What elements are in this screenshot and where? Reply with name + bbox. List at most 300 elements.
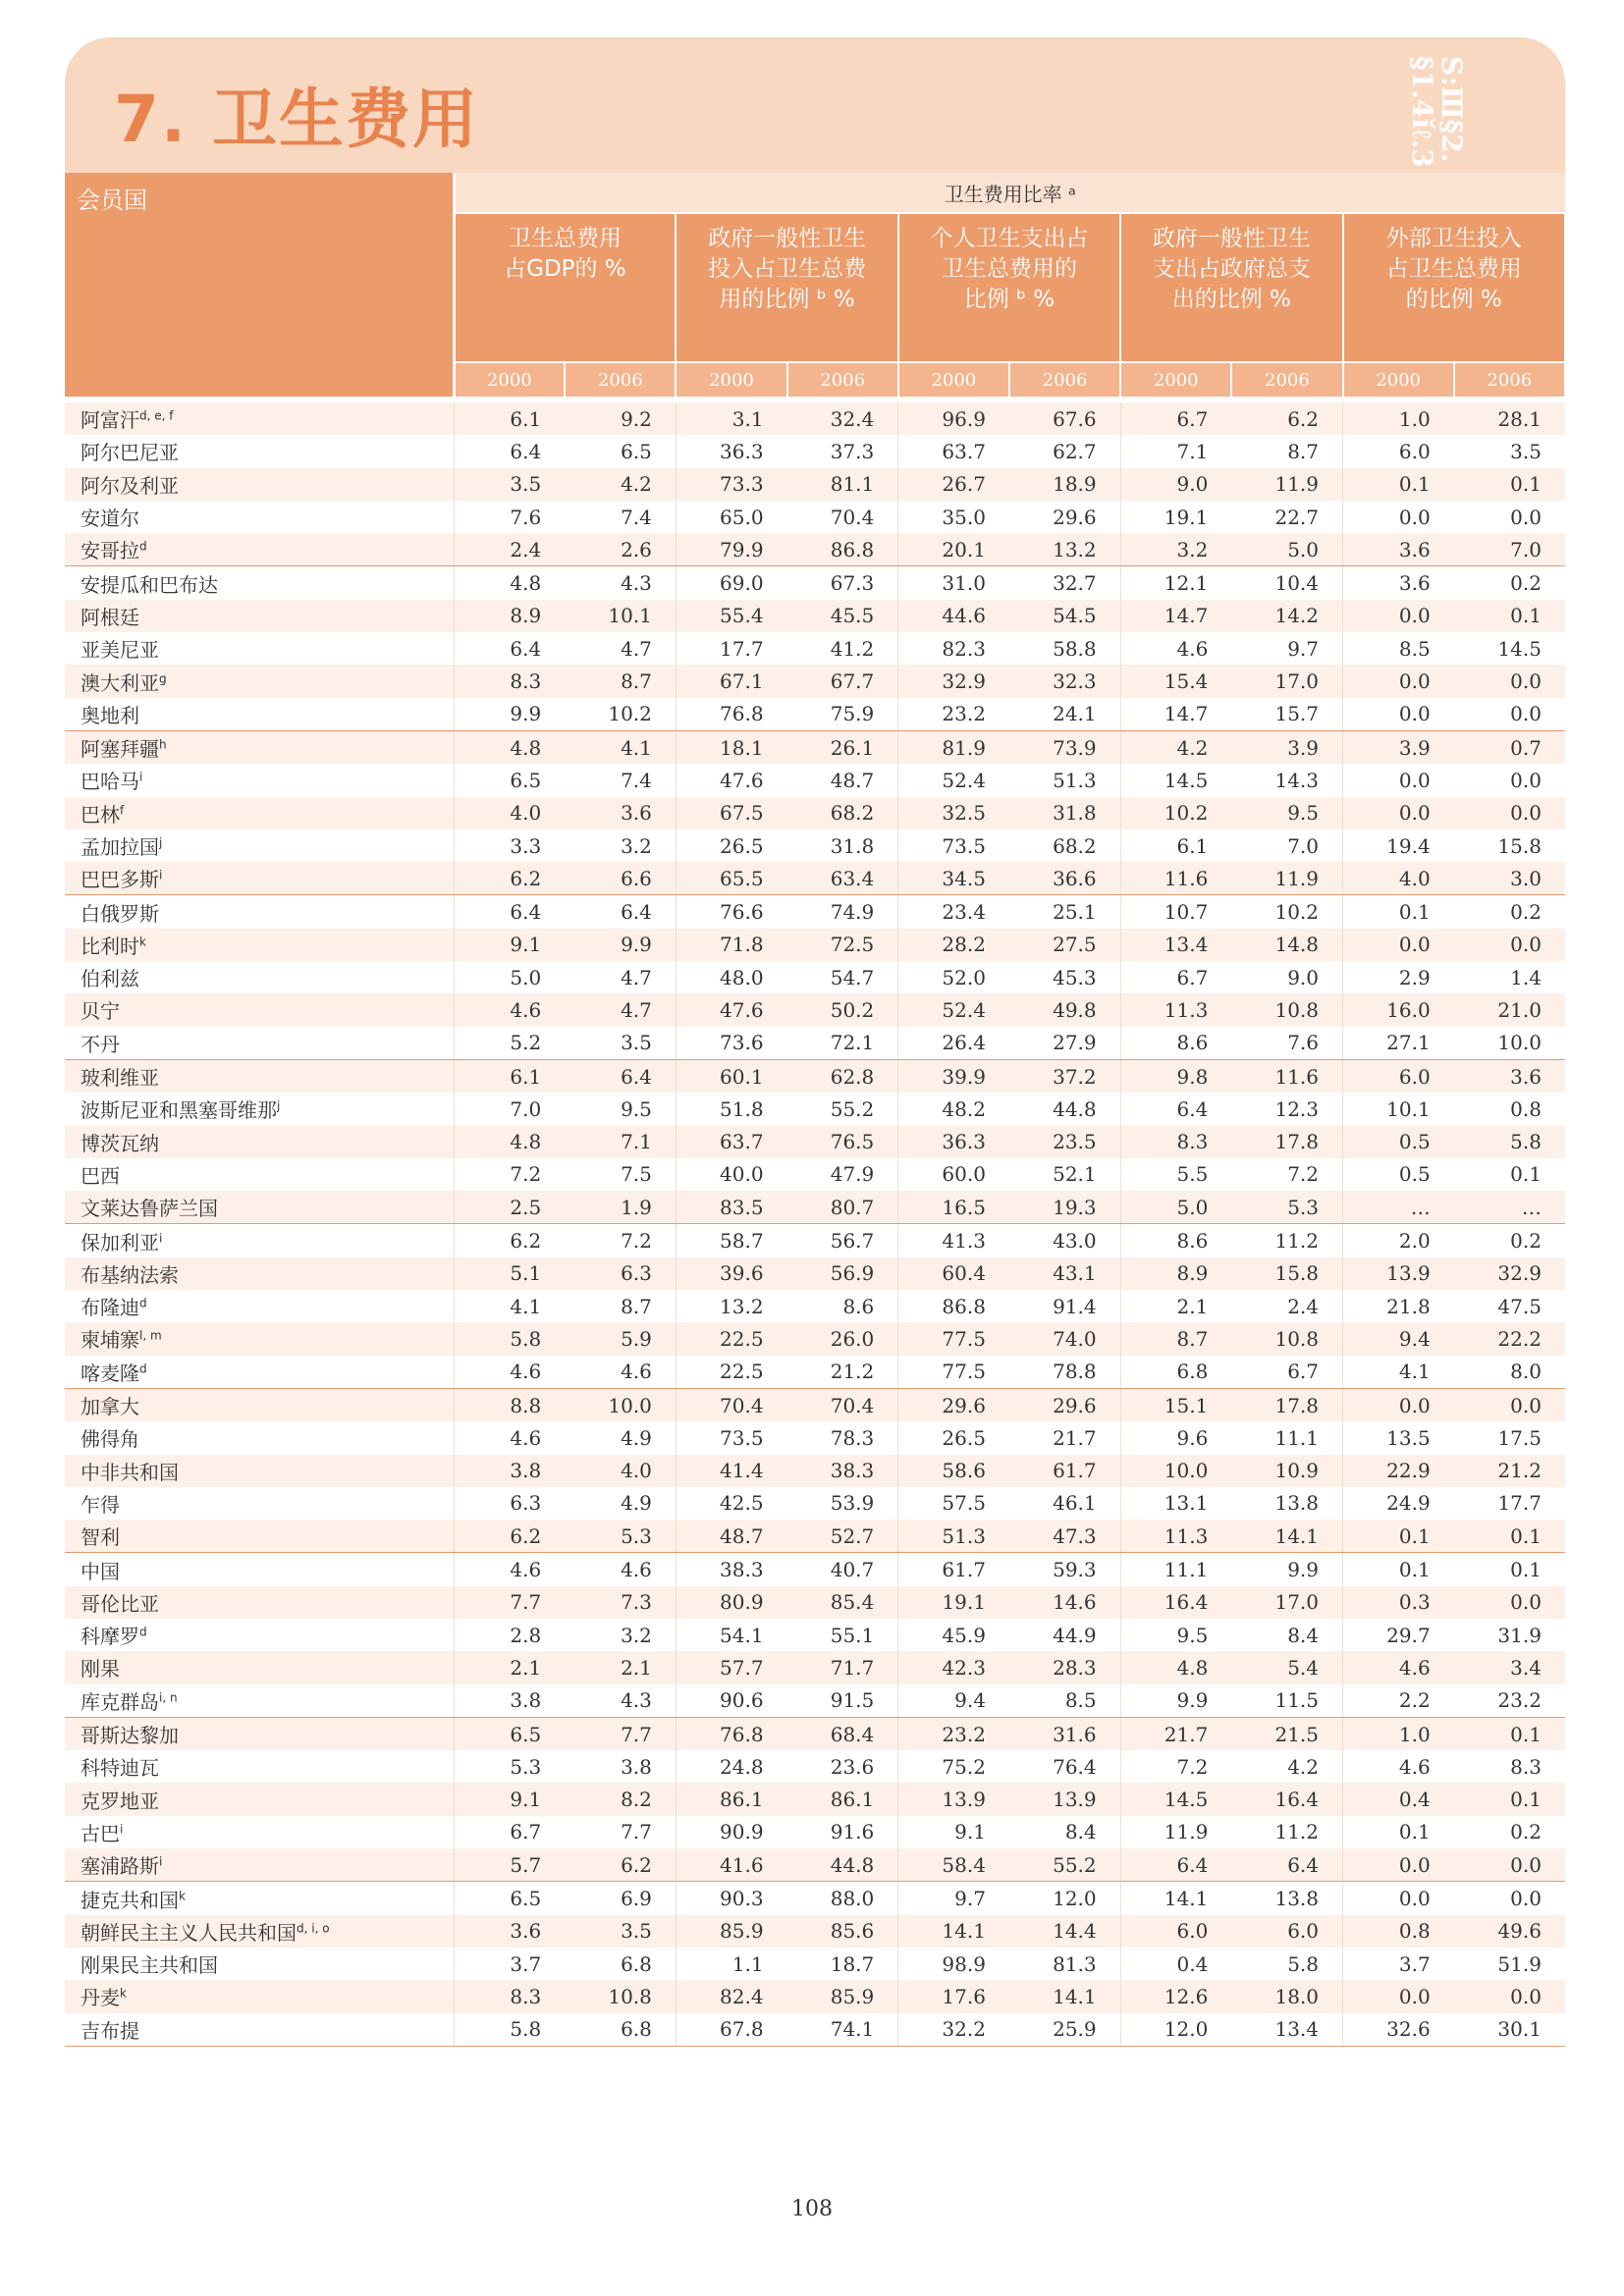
member-name: 丹麦 — [81, 1986, 120, 2010]
table-row — [65, 1948, 1565, 1980]
value-cell: 0.1 — [1454, 1783, 1565, 1815]
value-cell: 2.9 — [1343, 961, 1454, 993]
value-cell: 8.7 — [1120, 1322, 1231, 1355]
value-cell: 2.0 — [1343, 1224, 1454, 1257]
value-cell: 5.0 — [1231, 533, 1342, 566]
member-name-cell — [65, 698, 454, 731]
value-cell: 22.5 — [676, 1322, 786, 1355]
footnote-marker: j — [159, 835, 163, 850]
value-cell: 0.0 — [1454, 1388, 1565, 1421]
member-name-cell — [65, 862, 454, 895]
member-name: 捷克共和国 — [81, 1888, 179, 1912]
value-cell: 6.2 — [454, 1520, 565, 1553]
value-cell: 16.4 — [1120, 1586, 1231, 1619]
table-row — [65, 1783, 1565, 1815]
member-name: 玻利维亚 — [81, 1066, 159, 1091]
value-cell: 12.0 — [1009, 1882, 1120, 1915]
value-cell: 9.1 — [898, 1816, 1009, 1848]
value-cell: 6.4 — [454, 435, 565, 467]
value-cell: 39.9 — [898, 1059, 1009, 1093]
value-cell: 14.6 — [1009, 1586, 1120, 1619]
value-cell: 7.3 — [565, 1586, 676, 1619]
group-header-line: 用的比例 ᵇ % — [719, 287, 855, 312]
value-cell: … — [1343, 1191, 1454, 1224]
value-cell: 43.0 — [1009, 1224, 1120, 1257]
value-cell: 6.8 — [565, 2013, 676, 2047]
value-cell: 60.0 — [898, 1158, 1009, 1191]
value-cell: 50.2 — [787, 993, 898, 1026]
value-cell: 58.8 — [1009, 632, 1120, 665]
value-cell: 27.5 — [1009, 929, 1120, 961]
value-cell: 56.9 — [787, 1257, 898, 1290]
member-name: 阿塞拜疆 — [81, 737, 159, 762]
value-cell: 32.9 — [1454, 1257, 1565, 1290]
value-cell: 14.7 — [1120, 698, 1231, 731]
value-cell: 4.2 — [565, 468, 676, 501]
value-cell: 0.0 — [1454, 1586, 1565, 1619]
member-name: 乍得 — [81, 1492, 120, 1517]
value-cell: 14.8 — [1231, 929, 1342, 961]
group-header-line: 比例 ᵇ % — [963, 287, 1056, 312]
footnote-marker: i — [120, 1822, 124, 1837]
value-cell: 0.5 — [1343, 1158, 1454, 1191]
value-cell: 9.7 — [898, 1882, 1009, 1915]
value-cell: 5.0 — [1120, 1191, 1231, 1224]
table-row — [65, 402, 1565, 435]
value-cell: 54.5 — [1009, 600, 1120, 632]
value-cell: 51.8 — [676, 1093, 786, 1125]
value-cell: 3.8 — [454, 1455, 565, 1487]
value-cell: 39.6 — [676, 1257, 786, 1290]
value-cell: 59.3 — [1009, 1553, 1120, 1586]
year-header: 2006 — [1454, 362, 1565, 397]
member-name-cell — [65, 1651, 454, 1683]
member-name: 吉布提 — [81, 2018, 139, 2043]
footnote-marker: d — [139, 1362, 147, 1376]
member-name-cell — [65, 1717, 454, 1750]
member-name: 阿富汗 — [81, 408, 139, 433]
member-name: 巴西 — [81, 1163, 120, 1188]
member-name: 中非共和国 — [81, 1460, 179, 1484]
value-cell: 7.2 — [1120, 1750, 1231, 1783]
value-cell: 7.4 — [565, 501, 676, 533]
title-banner — [65, 37, 1565, 173]
value-cell: 3.5 — [565, 1027, 676, 1060]
value-cell: 70.4 — [787, 501, 898, 533]
member-name: 塞浦路斯 — [81, 1854, 159, 1879]
value-cell: 9.5 — [1231, 797, 1342, 829]
value-cell: 19.4 — [1343, 829, 1454, 862]
member-column-header: 会员国 — [65, 173, 454, 397]
value-cell: 34.5 — [898, 862, 1009, 895]
member-name: 智利 — [81, 1525, 120, 1550]
value-cell: 8.5 — [1343, 632, 1454, 665]
value-cell: 17.7 — [676, 632, 786, 665]
value-cell: 7.7 — [565, 1816, 676, 1848]
value-cell: 5.8 — [1231, 1948, 1342, 1980]
value-cell: 3.8 — [565, 1750, 676, 1783]
value-cell: 31.0 — [898, 566, 1009, 600]
value-cell: 4.6 — [454, 1553, 565, 1586]
member-name: 奥地利 — [81, 703, 139, 727]
member-name: 刚果 — [81, 1657, 120, 1682]
value-cell: 62.8 — [787, 1059, 898, 1093]
table-row — [65, 1651, 1565, 1683]
value-cell: 6.0 — [1343, 435, 1454, 467]
value-cell: 15.7 — [1231, 698, 1342, 731]
value-cell: 21.2 — [787, 1356, 898, 1389]
value-cell: 10.7 — [1120, 895, 1231, 929]
table-row — [65, 1915, 1565, 1948]
member-name-cell — [65, 730, 454, 764]
value-cell: 6.3 — [454, 1487, 565, 1520]
page-number: 108 — [791, 2197, 833, 2221]
value-cell: 9.6 — [1120, 1421, 1231, 1454]
member-name: 白俄罗斯 — [81, 901, 159, 926]
member-name: 布基纳法索 — [81, 1262, 179, 1287]
decorative-glyphs: S:Ⅲ§2. §1.4ǐℓ.3 — [1406, 56, 1468, 168]
value-cell: 11.2 — [1231, 1816, 1342, 1848]
value-cell: 0.1 — [1454, 1717, 1565, 1750]
value-cell: 0.1 — [1454, 600, 1565, 632]
member-name: 伯利兹 — [81, 967, 139, 991]
group-header-line: 卫生总费用 — [508, 226, 622, 251]
value-cell: 7.4 — [565, 764, 676, 796]
member-name-cell — [65, 764, 454, 796]
member-name-cell — [65, 1388, 454, 1421]
value-cell: 3.6 — [565, 797, 676, 829]
table-row — [65, 1520, 1565, 1553]
member-name-cell — [65, 1915, 454, 1948]
value-cell: 48.0 — [676, 961, 786, 993]
table-row — [65, 566, 1565, 600]
value-cell: 4.3 — [565, 566, 676, 600]
value-cell: 4.6 — [454, 1421, 565, 1454]
value-cell: 51.9 — [1454, 1948, 1565, 1980]
value-cell: 82.4 — [676, 1980, 786, 2012]
value-cell: 81.9 — [898, 730, 1009, 764]
group-header-line: 卫生总费用的 — [941, 256, 1077, 282]
footnote-marker: i — [159, 1854, 163, 1869]
value-cell: 13.2 — [676, 1290, 786, 1322]
table-row — [65, 1619, 1565, 1651]
member-name-cell — [65, 1882, 454, 1915]
value-cell: 10.4 — [1231, 566, 1342, 600]
year-header: 2000 — [676, 362, 786, 397]
value-cell: 85.9 — [676, 1915, 786, 1948]
value-cell: 21.7 — [1120, 1717, 1231, 1750]
member-name-cell — [65, 1421, 454, 1454]
value-cell: 6.5 — [454, 764, 565, 796]
table-row — [65, 1126, 1565, 1158]
value-cell: 6.7 — [1231, 1356, 1342, 1389]
value-cell: 14.1 — [898, 1915, 1009, 1948]
value-cell: 76.5 — [787, 1126, 898, 1158]
value-cell: 0.4 — [1343, 1783, 1454, 1815]
value-cell: 40.0 — [676, 1158, 786, 1191]
value-cell: 11.6 — [1120, 862, 1231, 895]
value-cell: 4.6 — [1120, 632, 1231, 665]
member-name-cell — [65, 1783, 454, 1815]
table-row — [65, 1816, 1565, 1848]
value-cell: 67.8 — [676, 2013, 786, 2047]
table-row — [65, 1322, 1565, 1355]
value-cell: 6.5 — [565, 435, 676, 467]
table-row — [65, 1224, 1565, 1257]
group-header-line: 出的比例 % — [1171, 287, 1291, 312]
value-cell: 6.2 — [565, 1848, 676, 1882]
value-cell: 9.8 — [1120, 1059, 1231, 1093]
value-cell: 9.4 — [898, 1684, 1009, 1718]
value-cell: 0.0 — [1454, 501, 1565, 533]
table-row — [65, 501, 1565, 533]
value-cell: 32.6 — [1343, 2013, 1454, 2047]
value-cell: 47.3 — [1009, 1520, 1120, 1553]
member-name-cell — [65, 1059, 454, 1093]
value-cell: 0.0 — [1343, 929, 1454, 961]
value-cell: 9.9 — [454, 698, 565, 731]
value-cell: 4.7 — [565, 632, 676, 665]
value-cell: 77.5 — [898, 1322, 1009, 1355]
value-cell: 4.2 — [1120, 730, 1231, 764]
value-cell: 9.9 — [565, 929, 676, 961]
value-cell: 2.4 — [454, 533, 565, 566]
footnote-marker: l, m — [139, 1328, 162, 1343]
footnote-marker: f — [120, 803, 125, 818]
value-cell: 7.6 — [1231, 1027, 1342, 1060]
value-cell: 6.7 — [454, 1816, 565, 1848]
value-cell: 6.4 — [454, 895, 565, 929]
value-cell: 3.0 — [1454, 862, 1565, 895]
value-cell: 11.6 — [1231, 1059, 1342, 1093]
member-name-cell — [65, 1027, 454, 1060]
value-cell: 13.2 — [1009, 533, 1120, 566]
value-cell: 4.7 — [565, 993, 676, 1026]
member-name: 文莱达鲁萨兰国 — [81, 1197, 218, 1221]
member-name-cell — [65, 1553, 454, 1586]
value-cell: 4.1 — [454, 1290, 565, 1322]
value-cell: 0.7 — [1454, 730, 1565, 764]
value-cell: 41.3 — [898, 1224, 1009, 1257]
value-cell: 3.1 — [676, 402, 786, 435]
value-cell: 6.4 — [454, 632, 565, 665]
health-expenditure-table — [65, 173, 1566, 2047]
value-cell: 5.1 — [454, 1257, 565, 1290]
member-name: 克罗地亚 — [81, 1789, 159, 1813]
group-header-line: 政府一般性卫生 — [708, 226, 867, 251]
group-header-1 — [454, 213, 676, 362]
value-cell: 13.9 — [898, 1783, 1009, 1815]
value-cell: 22.2 — [1454, 1322, 1565, 1355]
value-cell: 4.6 — [454, 1356, 565, 1389]
value-cell: 55.2 — [787, 1093, 898, 1125]
value-cell: 32.9 — [898, 665, 1009, 697]
value-cell: 12.1 — [1120, 566, 1231, 600]
table-row — [65, 895, 1565, 929]
member-name-cell — [65, 797, 454, 829]
value-cell: 12.6 — [1120, 1980, 1231, 2012]
value-cell: 26.5 — [898, 1421, 1009, 1454]
value-cell: 8.9 — [1120, 1257, 1231, 1290]
value-cell: 2.5 — [454, 1191, 565, 1224]
value-cell: 7.1 — [1120, 435, 1231, 467]
value-cell: 38.3 — [787, 1455, 898, 1487]
value-cell: 4.0 — [565, 1455, 676, 1487]
member-name: 哥伦比亚 — [81, 1591, 159, 1616]
value-cell: 0.3 — [1343, 1586, 1454, 1619]
value-cell: 86.8 — [898, 1290, 1009, 1322]
value-cell: 8.3 — [454, 1980, 565, 2012]
value-cell: 90.6 — [676, 1684, 786, 1718]
footnote-marker: d — [139, 1625, 147, 1639]
group-header-line: 个人卫生支出占 — [930, 226, 1089, 251]
value-cell: 13.1 — [1120, 1487, 1231, 1520]
table-row — [65, 665, 1565, 697]
year-header: 2000 — [898, 362, 1009, 397]
value-cell: 52.4 — [898, 764, 1009, 796]
value-cell: 98.9 — [898, 1948, 1009, 1980]
value-cell: 10.2 — [1120, 797, 1231, 829]
value-cell: 25.9 — [1009, 2013, 1120, 2047]
value-cell: 23.5 — [1009, 1126, 1120, 1158]
value-cell: 7.0 — [454, 1093, 565, 1125]
member-name-cell — [65, 1093, 454, 1125]
value-cell: 51.3 — [898, 1520, 1009, 1553]
value-cell: 4.2 — [1231, 1750, 1342, 1783]
value-cell: 6.0 — [1231, 1915, 1342, 1948]
value-cell: 67.1 — [676, 665, 786, 697]
table-row — [65, 600, 1565, 632]
value-cell: 15.1 — [1120, 1388, 1231, 1421]
member-name: 朝鲜民主主义人民共和国 — [81, 1920, 297, 1945]
value-cell: 6.8 — [565, 1948, 676, 1980]
value-cell: 58.7 — [676, 1224, 786, 1257]
value-cell: 11.1 — [1231, 1421, 1342, 1454]
value-cell: 48.7 — [676, 1520, 786, 1553]
value-cell: 0.1 — [1343, 1816, 1454, 1848]
value-cell: 65.0 — [676, 501, 786, 533]
value-cell: 83.5 — [676, 1191, 786, 1224]
value-cell: 22.5 — [676, 1356, 786, 1389]
value-cell: 55.1 — [787, 1619, 898, 1651]
footnote-marker: d, e, f — [139, 408, 174, 423]
value-cell: 73.3 — [676, 468, 786, 501]
value-cell: 26.7 — [898, 468, 1009, 501]
value-cell: 32.4 — [787, 402, 898, 435]
table-row — [65, 1059, 1565, 1093]
value-cell: 1.0 — [1343, 402, 1454, 435]
member-name-cell — [65, 1980, 454, 2012]
value-cell: 6.4 — [1231, 1848, 1342, 1882]
value-cell: 86.1 — [676, 1783, 786, 1815]
member-name: 巴哈马 — [81, 770, 139, 794]
table-row — [65, 1684, 1565, 1718]
member-name-cell — [65, 600, 454, 632]
value-cell: 4.0 — [454, 797, 565, 829]
value-cell: 6.1 — [454, 1059, 565, 1093]
value-cell: 11.5 — [1231, 1684, 1342, 1718]
year-header: 2000 — [454, 362, 565, 397]
value-cell: 9.1 — [454, 1783, 565, 1815]
value-cell: 7.7 — [565, 1717, 676, 1750]
value-cell: 60.4 — [898, 1257, 1009, 1290]
value-cell: 32.5 — [898, 797, 1009, 829]
footnote-marker: k — [179, 1888, 186, 1902]
value-cell: 22.7 — [1231, 501, 1342, 533]
value-cell: 79.9 — [676, 533, 786, 566]
value-cell: 91.4 — [1009, 1290, 1120, 1322]
value-cell: 73.6 — [676, 1027, 786, 1060]
member-name-cell — [65, 1290, 454, 1322]
member-name: 哥斯达黎加 — [81, 1724, 179, 1748]
value-cell: 16.0 — [1343, 993, 1454, 1026]
member-name: 库克群岛 — [81, 1689, 159, 1714]
value-cell: 4.8 — [454, 1126, 565, 1158]
table-row — [65, 993, 1565, 1026]
value-cell: 8.6 — [1120, 1224, 1231, 1257]
value-cell: 19.1 — [1120, 501, 1231, 533]
value-cell: 9.7 — [1231, 632, 1342, 665]
member-name-cell — [65, 1816, 454, 1848]
value-cell: 77.5 — [898, 1356, 1009, 1389]
value-cell: 13.8 — [1231, 1487, 1342, 1520]
table-row — [65, 1487, 1565, 1520]
value-cell: 5.8 — [1454, 1126, 1565, 1158]
table-row — [65, 797, 1565, 829]
value-cell: 3.2 — [565, 829, 676, 862]
value-cell: 29.6 — [1009, 1388, 1120, 1421]
value-cell: 4.9 — [565, 1421, 676, 1454]
value-cell: 17.0 — [1231, 665, 1342, 697]
value-cell: 31.8 — [1009, 797, 1120, 829]
value-cell: 36.3 — [898, 1126, 1009, 1158]
year-header: 2006 — [1009, 362, 1120, 397]
value-cell: 30.1 — [1454, 2013, 1565, 2047]
group-header-line: 投入占卫生总费 — [708, 256, 867, 282]
member-name-cell — [65, 1158, 454, 1191]
member-name: 阿尔巴尼亚 — [81, 441, 179, 465]
value-cell: 8.7 — [565, 665, 676, 697]
value-cell: 6.7 — [1120, 961, 1231, 993]
member-name: 喀麦隆 — [81, 1361, 139, 1385]
value-cell: 11.2 — [1231, 1224, 1342, 1257]
value-cell: 26.1 — [787, 730, 898, 764]
member-name-cell — [65, 1684, 454, 1718]
value-cell: 14.5 — [1120, 1783, 1231, 1815]
member-name: 古巴 — [81, 1821, 120, 1845]
value-cell: 26.0 — [787, 1322, 898, 1355]
value-cell: 37.2 — [1009, 1059, 1120, 1093]
group-header-line: 占卫生总费用 — [1385, 256, 1522, 282]
table-row — [65, 1191, 1565, 1224]
value-cell: 0.0 — [1454, 665, 1565, 697]
value-cell: 7.5 — [565, 1158, 676, 1191]
year-header: 2000 — [1343, 362, 1454, 397]
value-cell: 90.9 — [676, 1816, 786, 1848]
group-header-line: 政府一般性卫生 — [1152, 226, 1311, 251]
member-name-cell — [65, 1619, 454, 1651]
value-cell: 13.5 — [1343, 1421, 1454, 1454]
value-cell: 11.3 — [1120, 993, 1231, 1026]
member-name: 安提瓜和巴布达 — [81, 572, 218, 597]
value-cell: 49.8 — [1009, 993, 1120, 1026]
value-cell: 4.8 — [1120, 1651, 1231, 1683]
value-cell: 6.6 — [565, 862, 676, 895]
member-name: 比利时 — [81, 934, 139, 958]
value-cell: 13.4 — [1231, 2013, 1342, 2047]
value-cell: 58.4 — [898, 1848, 1009, 1882]
value-cell: 10.9 — [1231, 1455, 1342, 1487]
